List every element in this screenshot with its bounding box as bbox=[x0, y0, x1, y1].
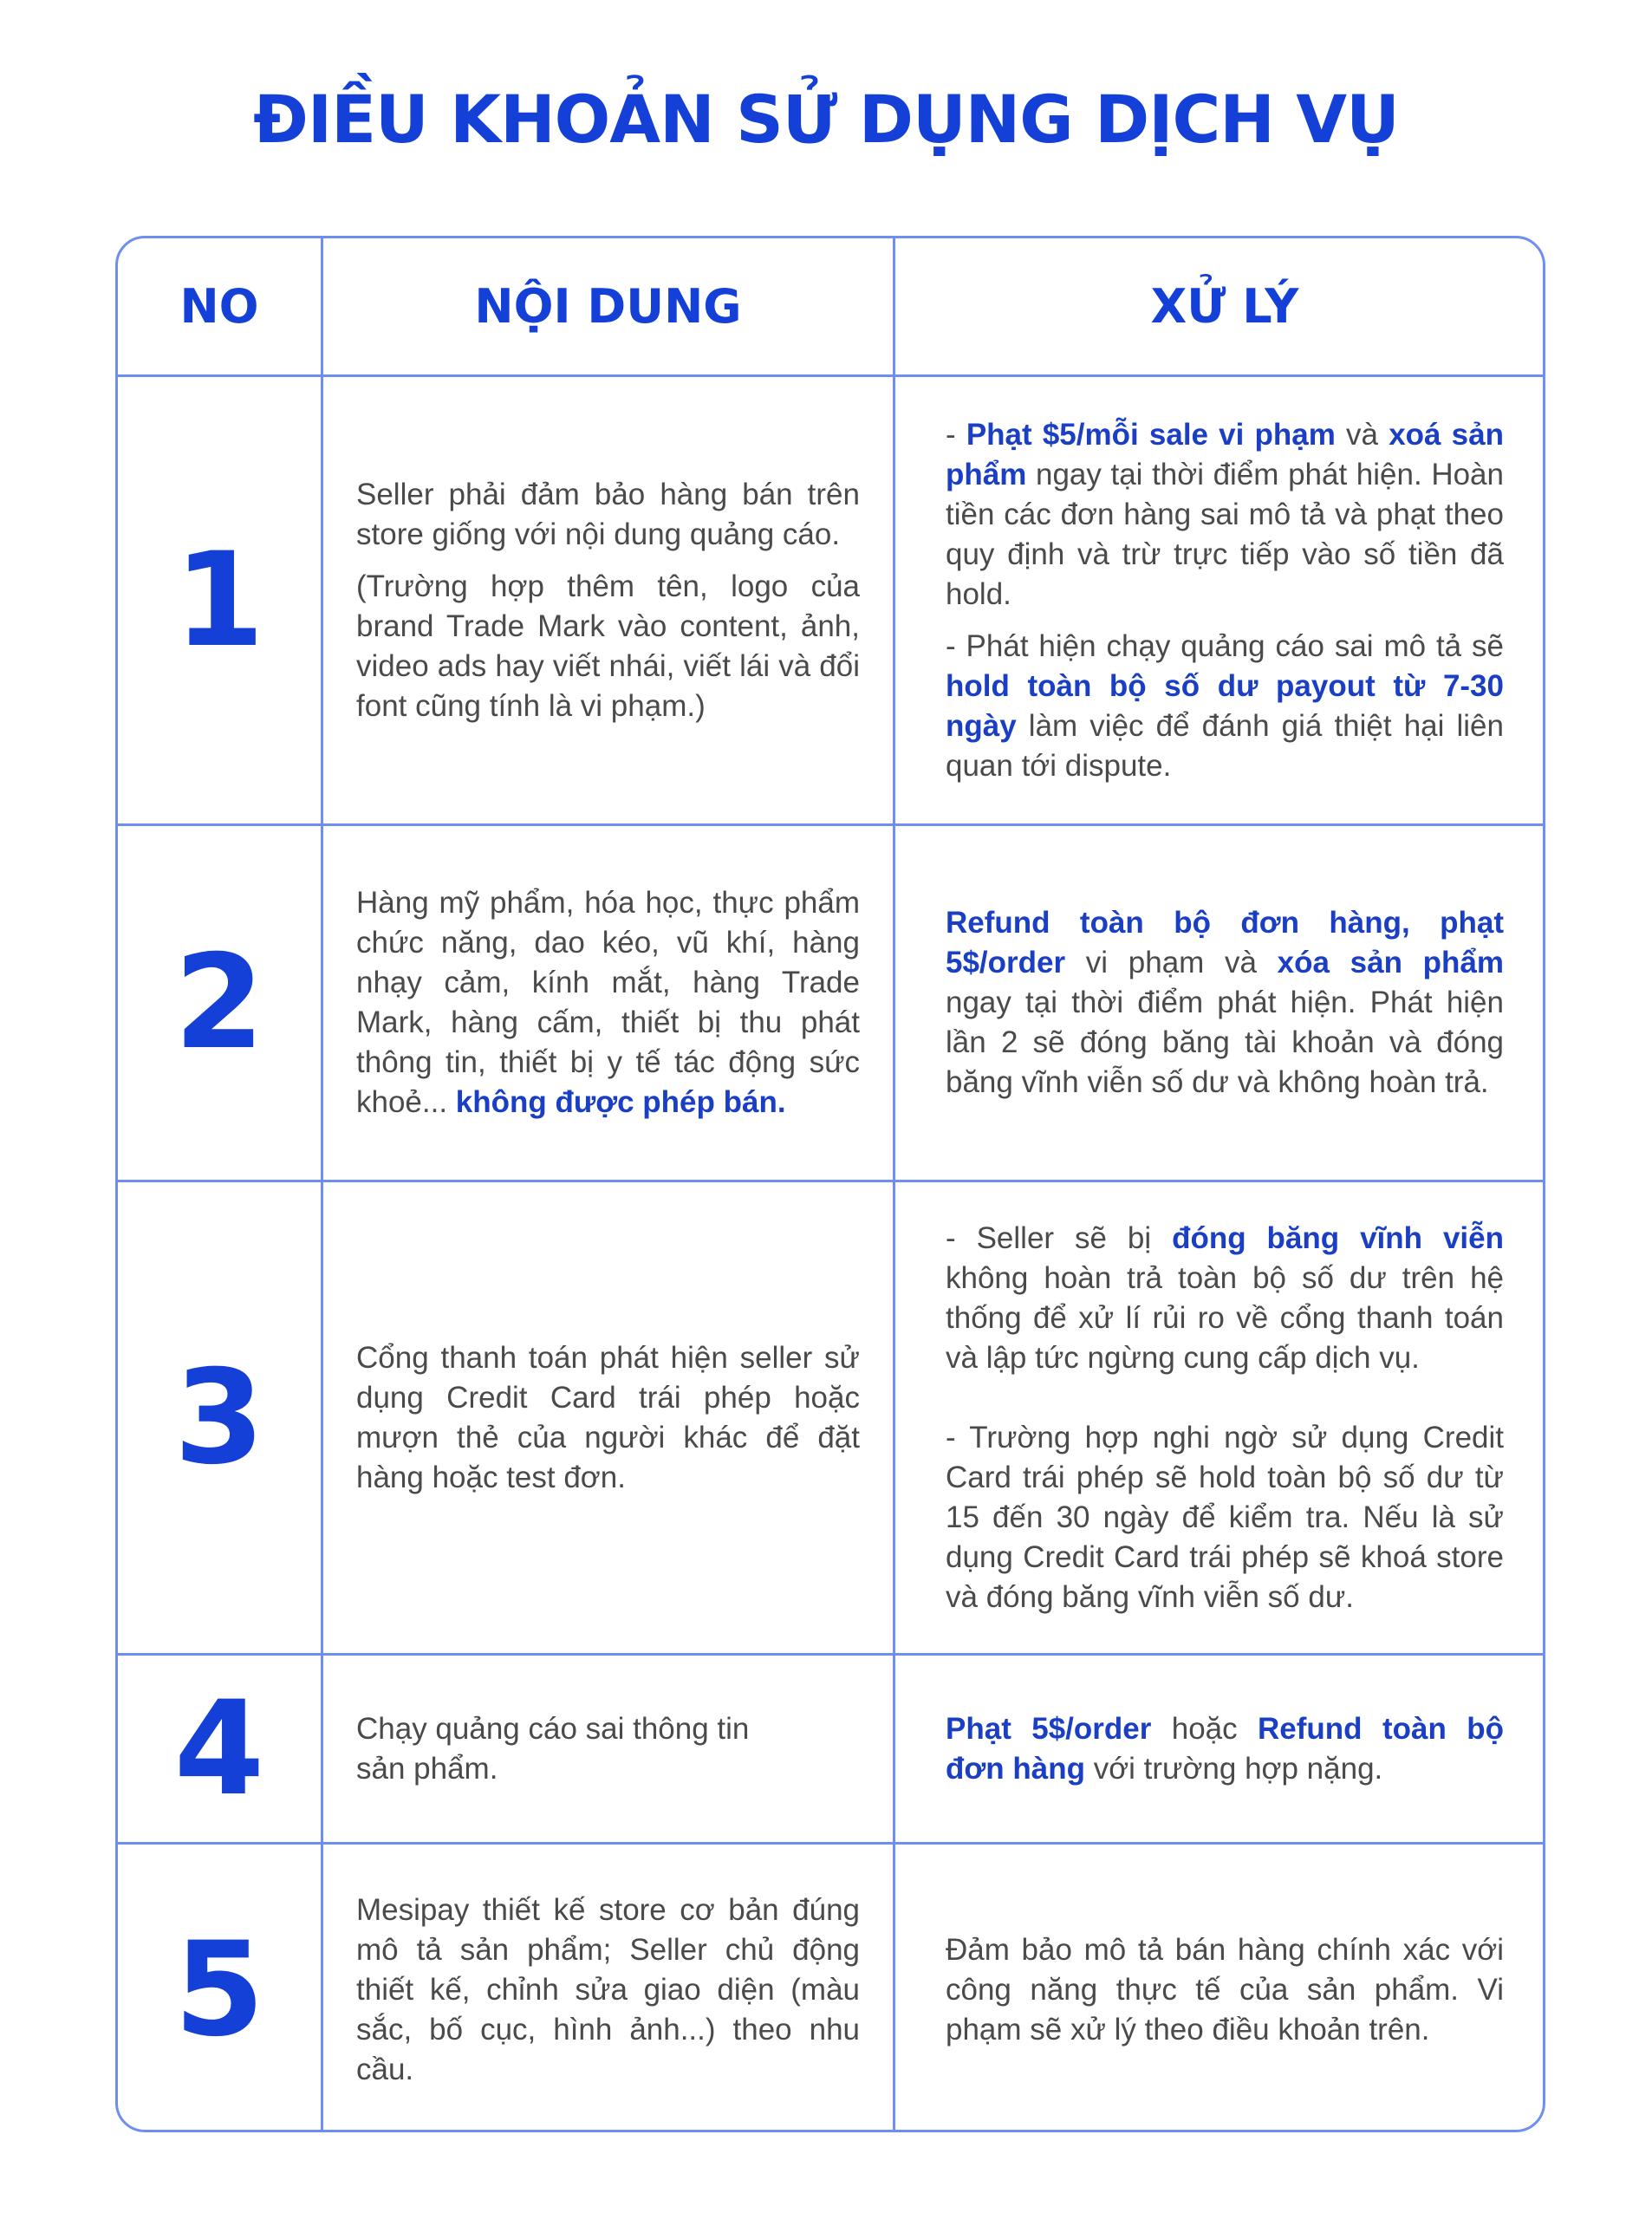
terms-table bbox=[115, 236, 1545, 2132]
header-content: NỘI DUNG bbox=[323, 238, 895, 374]
row-number: 4 bbox=[173, 1673, 265, 1825]
content-text: Mesipay thiết kế store cơ bản đúng mô tả sản phẩm; Seller chủ động thiết kế, chỉnh sửa giao diện (màu sắc, bố cục, hình ảnh...) theo nhu cầu. bbox=[356, 1892, 860, 2086]
content-text: Chạy quảng cáo sai thông tin sản phẩm. bbox=[356, 1711, 750, 1786]
row-number: 5 bbox=[173, 1914, 265, 2066]
action-text: Phạt 5$/order hoặc Refund toàn bộ đơn hàng với trường hợp nặng. bbox=[946, 1711, 1504, 1786]
table-row bbox=[118, 1842, 1543, 2132]
row-number: 1 bbox=[173, 524, 265, 676]
content-cell bbox=[323, 377, 895, 823]
content-cell bbox=[323, 1182, 895, 1653]
table-row bbox=[118, 374, 1543, 823]
header-action: XỬ LÝ bbox=[1150, 279, 1299, 334]
highlight-text: Phạt $5/mỗi sale vi phạm bbox=[966, 417, 1336, 452]
content-text: Seller phải đảm bảo hàng bán trên store giống với nội dung quảng cáo. bbox=[356, 477, 860, 551]
action-text: - Seller sẽ bị đóng băng vĩnh viễn không hoàn trả toàn bộ số dư trên hệ thống để xử lí rủi ro về cổng thanh toán và lập tức ngừng cung cấp dịch vụ. bbox=[946, 1220, 1504, 1375]
row-number-cell bbox=[118, 1182, 323, 1653]
highlight-text: Refund toàn bộ đơn hàng bbox=[946, 1711, 1504, 1786]
table-header-row bbox=[118, 238, 1543, 374]
action-text: - Phát hiện chạy quảng cáo sai mô tả sẽ hold toàn bộ số dư payout từ 7-30 ngày làm việc để đánh giá thiệt hại liên quan tới dispute. bbox=[946, 628, 1504, 783]
action-cell bbox=[895, 1182, 1543, 1653]
page-title: ĐIỀU KHOẢN SỬ DỤNG DỊCH VỤ bbox=[253, 81, 1399, 158]
content-cell bbox=[323, 1656, 895, 1842]
row-number: 3 bbox=[173, 1342, 265, 1493]
highlight-text: xóa sản phẩm bbox=[1277, 946, 1504, 979]
highlight-text: Refund toàn bộ đơn hàng, phạt 5$/order bbox=[946, 906, 1504, 979]
table-row bbox=[118, 1180, 1543, 1653]
row-number: 2 bbox=[173, 927, 265, 1078]
action-text: - Phạt $5/mỗi sale vi phạm và xoá sản phẩm ngay tại thời điểm phát hiện. Hoàn tiền các đơn hàng sai mô tả và phạt theo quy định và trừ trực tiếp vào số tiền đã hold. bbox=[946, 417, 1504, 611]
action-text: Refund toàn bộ đơn hàng, phạt 5$/order vi phạm và xóa sản phẩm ngay tại thời điểm phát hiện. Phát hiện lần 2 sẽ đóng băng tài khoản và đóng băng vĩnh viễn số dư và không hoàn trả. bbox=[946, 906, 1504, 1099]
highlight-text: hold toàn bộ số dư payout từ 7-30 ngày bbox=[946, 668, 1504, 743]
highlight-text: không được phép bán. bbox=[455, 1085, 786, 1119]
content-note: (Trường hợp thêm tên, logo của brand Trade Mark vào content, ảnh, video ads hay viết nhái, viết lái và đổi font cũng tính là vi phạm.) bbox=[356, 569, 860, 723]
action-text: - Trường hợp nghi ngờ sử dụng Credit Card trái phép sẽ hold toàn bộ số dư từ 15 đến 30 ngày để kiểm tra. Nếu là sử dụng Credit Card trái phép sẽ khoá store và đóng băng vĩnh viễn số dư. bbox=[946, 1420, 1504, 1614]
row-number-cell bbox=[118, 377, 323, 823]
header-no: NO bbox=[118, 238, 323, 374]
action-cell bbox=[895, 1845, 1543, 2132]
content-cell bbox=[323, 826, 895, 1180]
row-number-cell bbox=[118, 1656, 323, 1842]
content-text: Hàng mỹ phẩm, hóa học, thực phẩm chức năng, dao kéo, vũ khí, hàng nhạy cảm, kính mắt, hàng Trade Mark, hàng cấm, thiết bị thu phát thông tin, thiết bị y tế tác động sức khoẻ... không được phép bán. bbox=[356, 886, 860, 1119]
highlight-text: xoá sản phẩm bbox=[946, 417, 1504, 491]
content-text: Cổng thanh toán phát hiện seller sử dụng Credit Card trái phép hoặc mượn thẻ của người khác để đặt hàng hoặc test đơn. bbox=[356, 1340, 860, 1494]
row-number-cell bbox=[118, 1845, 323, 2132]
content-cell bbox=[323, 1845, 895, 2132]
highlight-text: Phạt 5$/order bbox=[946, 1711, 1152, 1746]
action-cell bbox=[895, 1656, 1543, 1842]
highlight-text: đóng băng vĩnh viễn bbox=[1172, 1220, 1504, 1255]
action-cell bbox=[895, 377, 1543, 823]
action-text: Đảm bảo mô tả bán hàng chính xác với công năng thực tế của sản phẩm. Vi phạm sẽ xử lý theo điều khoản trên. bbox=[946, 1932, 1504, 2047]
table-row bbox=[118, 1653, 1543, 1842]
table-row bbox=[118, 823, 1543, 1180]
action-cell bbox=[895, 826, 1543, 1180]
row-number-cell bbox=[118, 826, 323, 1180]
